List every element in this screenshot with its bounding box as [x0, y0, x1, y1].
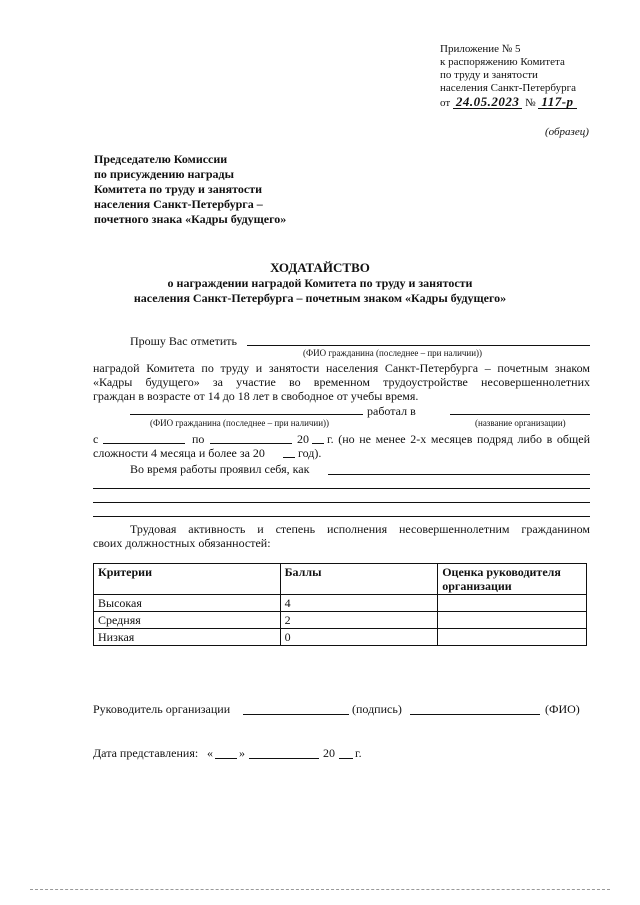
- table-header-row: [94, 564, 587, 595]
- date-year-blank[interactable]: [339, 758, 353, 759]
- score-cell: 0: [280, 629, 438, 646]
- addressee-block: [94, 152, 286, 227]
- award-text-line: «Кадры будущего» за участие во временном трудоустройстве несовершеннолетних: [93, 375, 590, 389]
- addressee-line: почетного знака «Кадры будущего»: [94, 212, 287, 226]
- document-title: ХОДАТАЙСТВО: [270, 260, 370, 275]
- year-blank[interactable]: [312, 443, 324, 444]
- criterion-cell: Высокая: [94, 595, 281, 612]
- worked-at-label: работал в: [367, 404, 416, 418]
- signature-blank[interactable]: [243, 714, 349, 715]
- month-blank[interactable]: [249, 758, 319, 759]
- rating-cell[interactable]: [438, 629, 587, 646]
- table-row: [94, 629, 587, 646]
- header-score: Баллы: [280, 564, 438, 595]
- date-close-quote: »: [239, 746, 245, 760]
- year-blank-2[interactable]: [283, 457, 295, 458]
- activity-text-line: Трудовая активность и степень исполнения несовершеннолетним гражданином: [130, 522, 590, 536]
- period-text: г. (но не менее 2-х месяцев подряд либо в общей: [327, 432, 590, 446]
- fio-signature-blank[interactable]: [410, 714, 540, 715]
- blank-line[interactable]: [93, 516, 590, 517]
- activity-text-line: своих должностных обязанностей:: [93, 536, 271, 550]
- rating-cell[interactable]: [438, 612, 587, 629]
- appendix-line: по труду и занятости: [440, 69, 538, 81]
- addressee-line: Председателю Комиссии: [94, 152, 228, 166]
- fio-caption: (ФИО гражданина (последнее – при наличии)): [303, 348, 483, 358]
- handwritten-number: 117-р: [538, 95, 576, 109]
- date-label: Дата представления:: [93, 746, 199, 760]
- showed-self-label: Во время работы проявил себя, как: [130, 462, 310, 476]
- footer-divider: [30, 889, 610, 890]
- score-cell: 4: [280, 595, 438, 612]
- addressee-line: по присуждению награды: [94, 167, 234, 181]
- handwritten-date: 24.05.2023: [453, 95, 523, 109]
- from-date-blank[interactable]: [103, 443, 185, 444]
- period-text-2: сложности 4 месяца и более за 20: [93, 446, 265, 460]
- blank-line[interactable]: [93, 502, 590, 503]
- header-rating: Оценка руководителя организации: [438, 564, 587, 595]
- criterion-cell: Средняя: [94, 612, 281, 629]
- sample-label: (образец): [545, 126, 589, 138]
- appendix-line: к распоряжению Комитета: [440, 56, 565, 68]
- date-open-quote: «: [207, 746, 213, 760]
- fio-caption-2: (ФИО гражданина (последнее – при наличии)): [150, 418, 330, 428]
- appendix-line: населения Санкт-Петербурга: [440, 82, 576, 94]
- date-year-20: 20: [323, 746, 335, 760]
- fio-blank-line[interactable]: [247, 345, 590, 346]
- score-cell: 2: [280, 612, 438, 629]
- addressee-line: Комитета по труду и занятости: [94, 182, 263, 196]
- addressee-line: населения Санкт-Петербурга –: [94, 197, 263, 211]
- header-criteria: Критерии: [94, 564, 281, 595]
- day-blank[interactable]: [215, 758, 237, 759]
- rating-cell[interactable]: [438, 595, 587, 612]
- criteria-table: [93, 563, 587, 646]
- table-row: [94, 595, 587, 612]
- document-subtitle: о награждении наградой Комитета по труду и занятости: [167, 276, 473, 290]
- table-row: [94, 612, 587, 629]
- appendix-line: Приложение № 5: [440, 43, 521, 55]
- fio-blank-line-2[interactable]: [130, 414, 363, 415]
- criterion-cell: Низкая: [94, 629, 281, 646]
- head-label: Руководитель организации: [93, 702, 231, 716]
- number-label: №: [525, 97, 536, 109]
- to-date-blank[interactable]: [210, 443, 292, 444]
- sign-label: (подпись): [352, 702, 402, 716]
- blank-line[interactable]: [93, 488, 590, 489]
- from-c-label: с: [93, 432, 99, 446]
- award-text-line: граждан в возрасте от 14 до 18 лет в свободное от учебы время.: [93, 389, 419, 403]
- year-20-label: 20: [297, 432, 309, 446]
- appendix-date-line: [440, 95, 577, 110]
- document-subtitle: населения Санкт-Петербурга – почетным знаком «Кадры будущего»: [133, 291, 507, 305]
- period-text-2b: год).: [298, 446, 322, 460]
- award-text-line: наградой Комитета по труду и занятости населения Санкт-Петербурга – почетным знаком: [93, 361, 590, 375]
- org-blank-line[interactable]: [450, 414, 590, 415]
- showed-self-blank[interactable]: [328, 474, 590, 475]
- org-caption: (название организации): [475, 418, 566, 428]
- to-po-label: по: [192, 432, 205, 446]
- ask-label: Прошу Вас отметить: [130, 334, 237, 348]
- from-label: от: [440, 97, 451, 109]
- date-year-suffix: г.: [355, 746, 362, 760]
- appendix-block: [440, 43, 577, 110]
- fio-label: (ФИО): [545, 702, 580, 716]
